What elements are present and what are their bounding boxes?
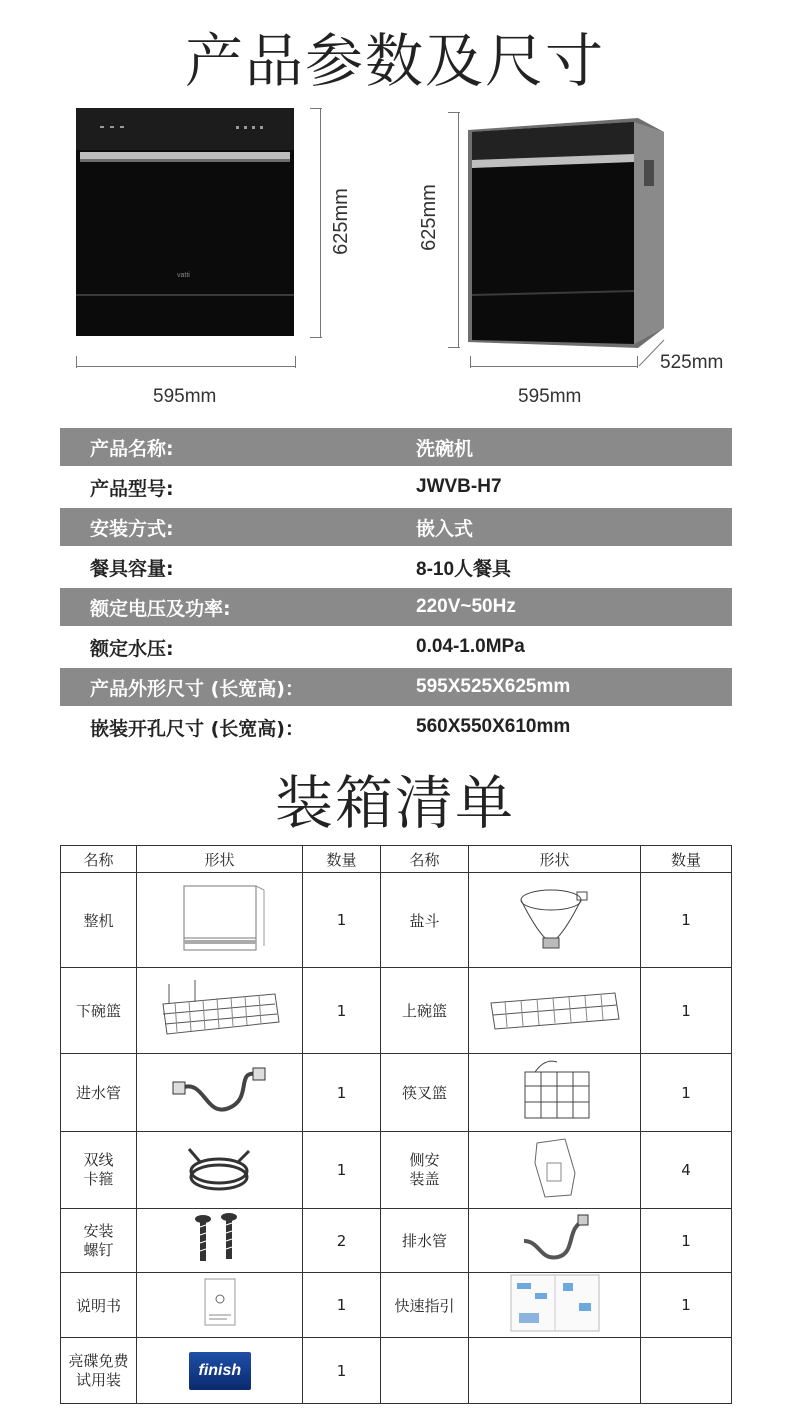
item-name: 快速指引 <box>381 1273 469 1338</box>
item-name: 排水管 <box>381 1209 469 1273</box>
item-name: 侧安 装盖 <box>381 1132 469 1209</box>
spec-label: 餐具容量: <box>90 557 174 580</box>
spec-value: 560X550X610mm <box>416 716 571 737</box>
front-width-line <box>76 366 296 367</box>
item-name: 说明书 <box>61 1273 137 1338</box>
item-qty: 1 <box>303 1338 381 1404</box>
side-width-line <box>470 366 638 367</box>
spec-table <box>60 428 732 748</box>
spec-label: 嵌装开孔尺寸 (长宽高)： <box>90 717 304 740</box>
finish-label: finish <box>198 1361 242 1379</box>
item-name: 筷叉篮 <box>381 1054 469 1132</box>
item-name: 亮碟免费 试用装 <box>61 1338 137 1404</box>
spec-label: 产品外形尺寸 (长宽高)： <box>90 677 304 700</box>
salt-funnel-icon <box>469 873 641 968</box>
front-height-line <box>320 108 321 338</box>
item-name: 下碗篮 <box>61 968 137 1054</box>
section-title-specs: 产品参数及尺寸 <box>184 27 605 95</box>
manual-icon <box>137 1273 303 1338</box>
side-width-label: 595mm <box>518 386 582 407</box>
spec-label: 额定水压: <box>90 637 174 660</box>
spec-label: 产品名称: <box>90 437 174 460</box>
spec-value: 嵌入式 <box>416 518 474 540</box>
empty-cell <box>469 1338 641 1404</box>
table-row <box>61 873 732 968</box>
empty-cell <box>641 1338 732 1404</box>
table-row <box>61 1054 732 1132</box>
spec-value: 8-10人餐具 <box>416 558 512 580</box>
table-row <box>61 1132 732 1209</box>
spec-value: 洗碗机 <box>416 438 474 460</box>
item-qty: 2 <box>303 1209 381 1273</box>
header-shape: 形状 <box>469 846 641 873</box>
item-name: 进水管 <box>61 1054 137 1132</box>
item-name: 盐斗 <box>381 873 469 968</box>
inlet-hose-icon <box>137 1054 303 1132</box>
table-row <box>61 1338 732 1404</box>
spec-label: 安装方式: <box>90 517 174 540</box>
front-width-label: 595mm <box>153 386 217 407</box>
table-row <box>61 1209 732 1273</box>
item-qty: 1 <box>641 1273 732 1338</box>
item-qty: 4 <box>641 1132 732 1209</box>
item-qty: 1 <box>641 1209 732 1273</box>
item-name: 双线 卡箍 <box>61 1132 137 1209</box>
item-qty: 1 <box>303 1132 381 1209</box>
spec-value: 220V~50Hz <box>416 596 516 617</box>
item-qty: 1 <box>641 873 732 968</box>
packing-header-row <box>61 846 732 873</box>
upper-basket-icon <box>469 968 641 1054</box>
dishwasher-side-image <box>468 118 678 350</box>
spec-row <box>60 588 732 626</box>
quick-guide-icon <box>469 1273 641 1338</box>
item-name: 整机 <box>61 873 137 968</box>
item-qty: 1 <box>303 873 381 968</box>
drain-hose-icon <box>469 1209 641 1273</box>
header-qty: 数量 <box>303 846 381 873</box>
spec-row <box>60 708 732 746</box>
spec-row <box>60 428 732 466</box>
item-name: 上碗篮 <box>381 968 469 1054</box>
finish-pack-icon <box>137 1338 303 1404</box>
spec-row <box>60 668 732 706</box>
item-qty: 1 <box>641 1054 732 1132</box>
side-height-label: 625mm <box>417 184 440 251</box>
header-qty: 数量 <box>641 846 732 873</box>
lower-basket-icon <box>137 968 303 1054</box>
spec-label: 额定电压及功率: <box>90 597 231 620</box>
item-qty: 1 <box>641 968 732 1054</box>
spec-row <box>60 548 732 586</box>
header-name: 名称 <box>61 846 137 873</box>
item-qty: 1 <box>303 1273 381 1338</box>
brand-mark: vatti <box>177 272 190 279</box>
side-cover-icon <box>469 1132 641 1209</box>
spec-row <box>60 628 732 666</box>
packing-table <box>60 845 732 1404</box>
dishwasher-front-image <box>76 108 296 338</box>
cutlery-basket-icon <box>469 1054 641 1132</box>
item-qty: 1 <box>303 968 381 1054</box>
section-title-packing: 装箱清单 <box>274 769 515 837</box>
empty-cell <box>381 1338 469 1404</box>
spec-value: 0.04-1.0MPa <box>416 636 525 657</box>
screw-icon <box>137 1209 303 1273</box>
spec-label: 产品型号: <box>90 477 174 500</box>
side-depth-label: 525mm <box>660 352 724 373</box>
machine-icon <box>137 873 303 968</box>
spec-value: 595X525X625mm <box>416 676 571 697</box>
item-name: 安装 螺钉 <box>61 1209 137 1273</box>
table-row <box>61 968 732 1054</box>
front-height-label: 625mm <box>329 188 352 255</box>
header-name: 名称 <box>381 846 469 873</box>
table-row <box>61 1273 732 1338</box>
spec-row <box>60 468 732 506</box>
header-shape: 形状 <box>137 846 303 873</box>
spec-row <box>60 508 732 546</box>
clamp-icon <box>137 1132 303 1209</box>
spec-value: JWVB-H7 <box>416 476 502 497</box>
item-qty: 1 <box>303 1054 381 1132</box>
